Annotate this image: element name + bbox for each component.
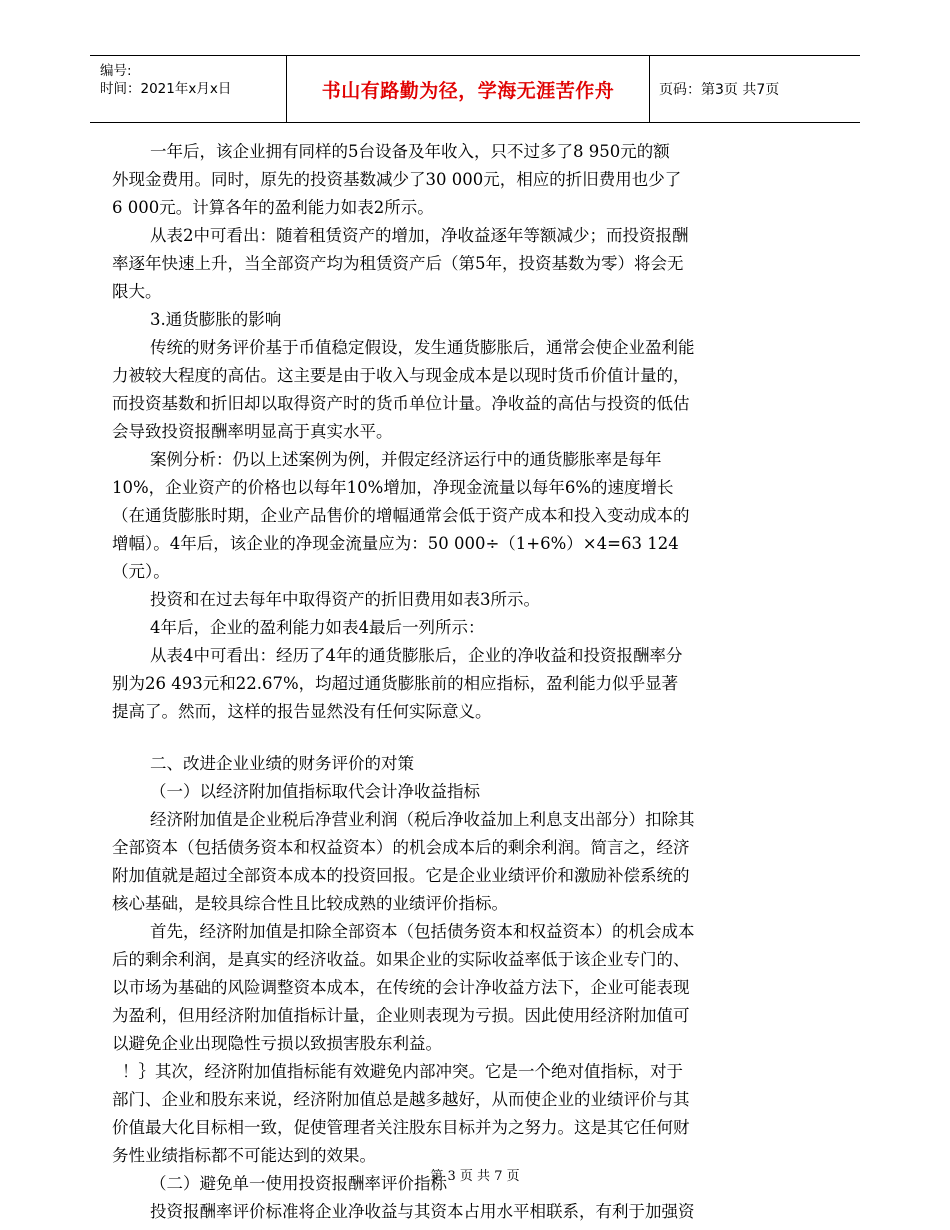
text-line: 投资报酬率评价标准将企业净收益与其资本占用水平相联系，有利于加强资	[150, 1202, 695, 1221]
subsection-heading: （一）以经济附加值指标取代会计净收益指标	[150, 782, 480, 801]
text-line: 外现金费用。同时，原先的投资基数减少了30 000元，相应的折旧费用也少了	[112, 170, 682, 189]
time-label: 时间：2021年x月x日	[100, 81, 232, 97]
text-line: 部门、企业和股东来说，经济附加值总是越多越好，从而使企业的业绩评价与其	[112, 1090, 690, 1109]
text-line: 以避免企业出现隐性亏损以致损害股东利益。	[112, 1034, 442, 1053]
text-line: 率逐年快速上升，当全部资产均为租赁资产后（第5年，投资基数为零）将会无	[112, 254, 684, 273]
text-line: 6 000元。计算各年的盈利能力如表2所示。	[112, 198, 434, 217]
motto: 书山有路勤为径，学海无涯苦作舟	[321, 79, 615, 102]
section-heading: 3.通货膨胀的影响	[150, 310, 282, 329]
header-page-cell	[649, 56, 860, 122]
text-line: 而投资基数和折旧却以取得资产时的货币单位计量。净收益的高估与投资的低估	[112, 394, 690, 413]
text-line: 后的剩余利润，是真实的经济收益。如果企业的实际收益率低于该企业专门的、	[112, 950, 690, 969]
text-line: 投资和在过去每年中取得资产的折旧费用如表3所示。	[150, 590, 540, 609]
text-line: 从表4中可看出：经历了4年的通货膨胀后，企业的净收益和投资报酬率分	[150, 646, 683, 665]
page-info: 页码：第3页 共7页	[659, 82, 780, 98]
text-line: 全部资本（包括债务资本和权益资本）的机会成本后的剩余利润。简言之，经济	[112, 838, 690, 857]
text-line: 案例分析：仍以上述案例为例，并假定经济运行中的通货膨胀率是每年	[150, 450, 662, 469]
text-line: 一年后，该企业拥有同样的5台设备及年收入，只不过多了8 950元的额	[150, 142, 670, 161]
text-line: 附加值就是超过全部资本成本的投资回报。它是企业业绩评价和激励补偿系统的	[112, 866, 690, 885]
text-line: 核心基础，是较具综合性且比较成熟的业绩评价指标。	[112, 894, 508, 913]
text-line: 务性业绩指标都不可能达到的效果。	[112, 1146, 376, 1165]
text-line: 从表2中可看出：随着租赁资产的增加，净收益逐年等额减少；而投资报酬	[150, 226, 689, 245]
subsection-heading: （二）避免单一使用投资报酬率评价指标	[150, 1174, 447, 1193]
text-line: 10%，企业资产的价格也以每年10%增加，净现金流量以每年6%的速度增长	[112, 478, 674, 497]
header-meta	[90, 56, 286, 122]
doc-number-label: 编号:	[100, 63, 132, 79]
page-header	[90, 55, 860, 123]
text-line: 经济附加值是企业税后净营业利润（税后净收益加上利息支出部分）扣除其	[150, 810, 695, 829]
text-line: 首先，经济附加值是扣除全部资本（包括债务资本和权益资本）的机会成本	[150, 922, 695, 941]
text-line: 力被较大程度的高估。这主要是由于收入与现金成本是以现时货币价值计量的，	[112, 366, 690, 385]
text-line: 别为26 493元和22.67%，均超过通货膨胀前的相应指标，盈利能力似乎显著	[112, 674, 679, 693]
text-line: （元）。	[112, 562, 170, 581]
text-line: 为盈利，但用经济附加值指标计量，企业则表现为亏损。因此使用经济附加值可	[112, 1006, 690, 1025]
text-line: 提高了。然而，这样的报告显然没有任何实际意义。	[112, 702, 492, 721]
text-line: 会导致投资报酬率明显高于真实水平。	[112, 422, 393, 441]
text-line: ！｝其次，经济附加值指标能有效避免内部冲突。它是一个绝对值指标，对于	[122, 1062, 683, 1081]
text-line: 增幅）。4年后，该企业的净现金流量应为：50 000÷（1+6%）×4=63 124	[112, 534, 679, 553]
section-heading: 二、改进企业业绩的财务评价的对策	[150, 754, 414, 773]
text-line: 价值最大化目标相一致，促使管理者关注股东目标并为之努力。这是其它任何财	[112, 1118, 690, 1137]
text-line: 限大。	[112, 282, 162, 301]
page-footer: 第 3 页 共 7 页	[430, 1169, 520, 1184]
text-line: 传统的财务评价基于币值稳定假设，发生通货膨胀后，通常会使企业盈利能	[150, 338, 695, 357]
text-line: （在通货膨胀时期，企业产品售价的增幅通常会低于资产成本和投入变动成本的	[112, 506, 690, 525]
header-motto-cell	[286, 56, 650, 122]
text-line: 以市场为基础的风险调整资本成本，在传统的会计净收益方法下，企业可能表现	[112, 978, 690, 997]
text-line: 4年后，企业的盈利能力如表4最后一列所示：	[150, 618, 485, 637]
